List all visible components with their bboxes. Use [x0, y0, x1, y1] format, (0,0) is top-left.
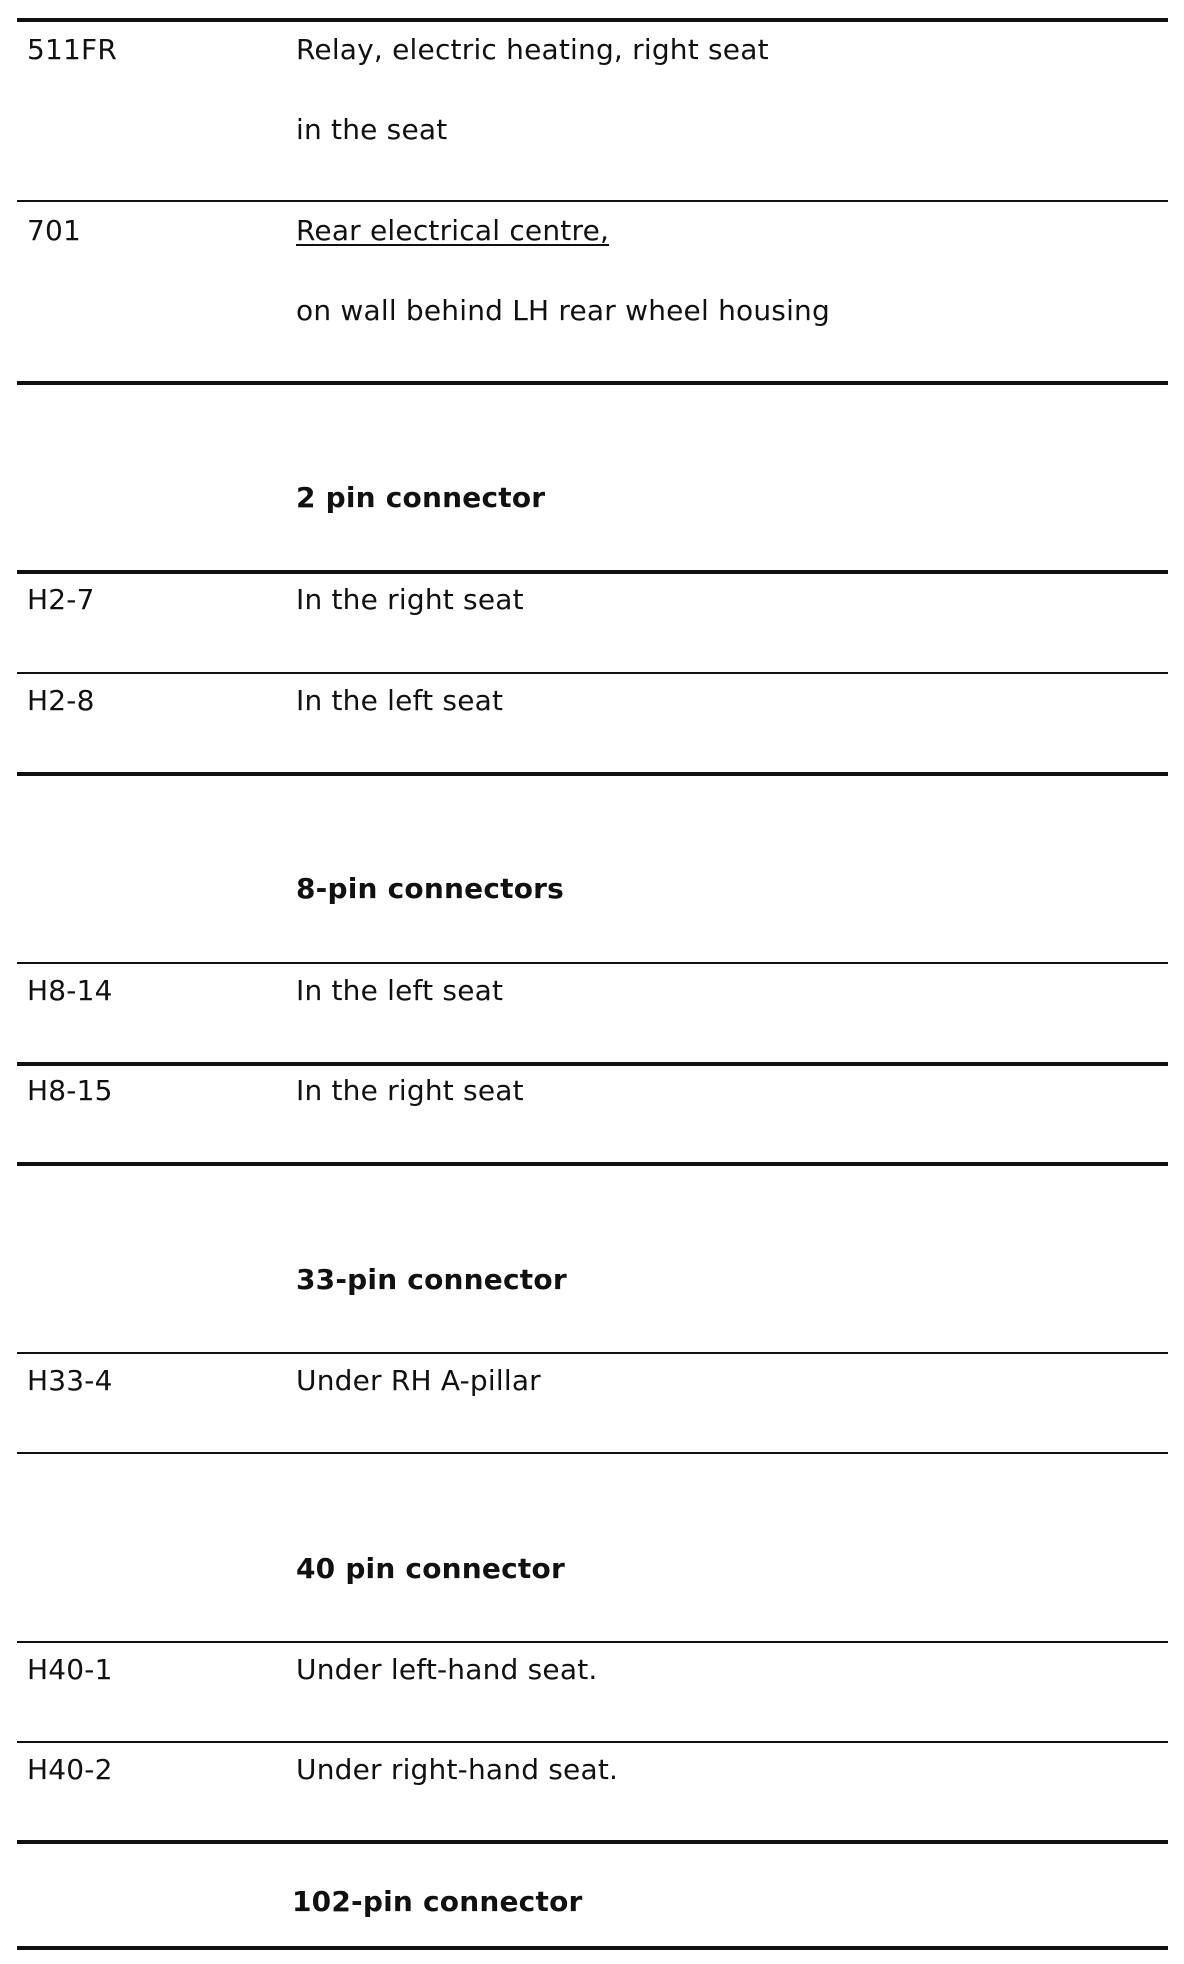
section-heading: 102-pin connector [292, 1885, 583, 1918]
table-rule [17, 570, 1168, 574]
component-code: 701 [27, 214, 82, 247]
component-location: Under RH A-pillar [296, 1364, 541, 1397]
section-heading: 33-pin connector [296, 1263, 567, 1296]
table-rule [17, 962, 1168, 964]
component-location: In the right seat [296, 1074, 524, 1107]
table-rule [17, 1162, 1168, 1166]
table-rule [17, 1062, 1168, 1066]
component-code: H40-1 [27, 1653, 113, 1686]
component-code: H8-15 [27, 1074, 113, 1107]
table-rule [17, 672, 1168, 674]
component-code: H2-8 [27, 684, 95, 717]
table-rule [17, 18, 1168, 22]
component-code: H33-4 [27, 1364, 113, 1397]
component-code: H8-14 [27, 974, 113, 1007]
component-code: 511FR [27, 33, 118, 66]
component-code: H2-7 [27, 583, 95, 616]
component-description-link[interactable]: Rear electrical centre, [296, 214, 610, 247]
component-location: In the right seat [296, 583, 524, 616]
component-location: in the seat [296, 113, 448, 146]
section-heading: 40 pin connector [296, 1552, 565, 1585]
section-heading: 2 pin connector [296, 481, 546, 514]
component-code: H40-2 [27, 1753, 113, 1786]
table-rule [17, 1946, 1168, 1950]
section-heading: 8-pin connectors [296, 872, 565, 905]
table-rule [17, 772, 1168, 776]
table-rule [17, 1741, 1168, 1743]
table-rule [17, 200, 1168, 202]
table-rule [17, 381, 1168, 385]
table-rule [17, 1352, 1168, 1354]
table-rule [17, 1641, 1168, 1643]
component-location: In the left seat [296, 684, 504, 717]
table-rule [17, 1840, 1168, 1844]
component-location: Under left-hand seat. [296, 1653, 598, 1686]
component-location: on wall behind LH rear wheel housing [296, 294, 830, 327]
table-rule [17, 1452, 1168, 1454]
component-description: Relay, electric heating, right seat [296, 33, 769, 66]
component-location: Under right-hand seat. [296, 1753, 619, 1786]
component-location: In the left seat [296, 974, 504, 1007]
